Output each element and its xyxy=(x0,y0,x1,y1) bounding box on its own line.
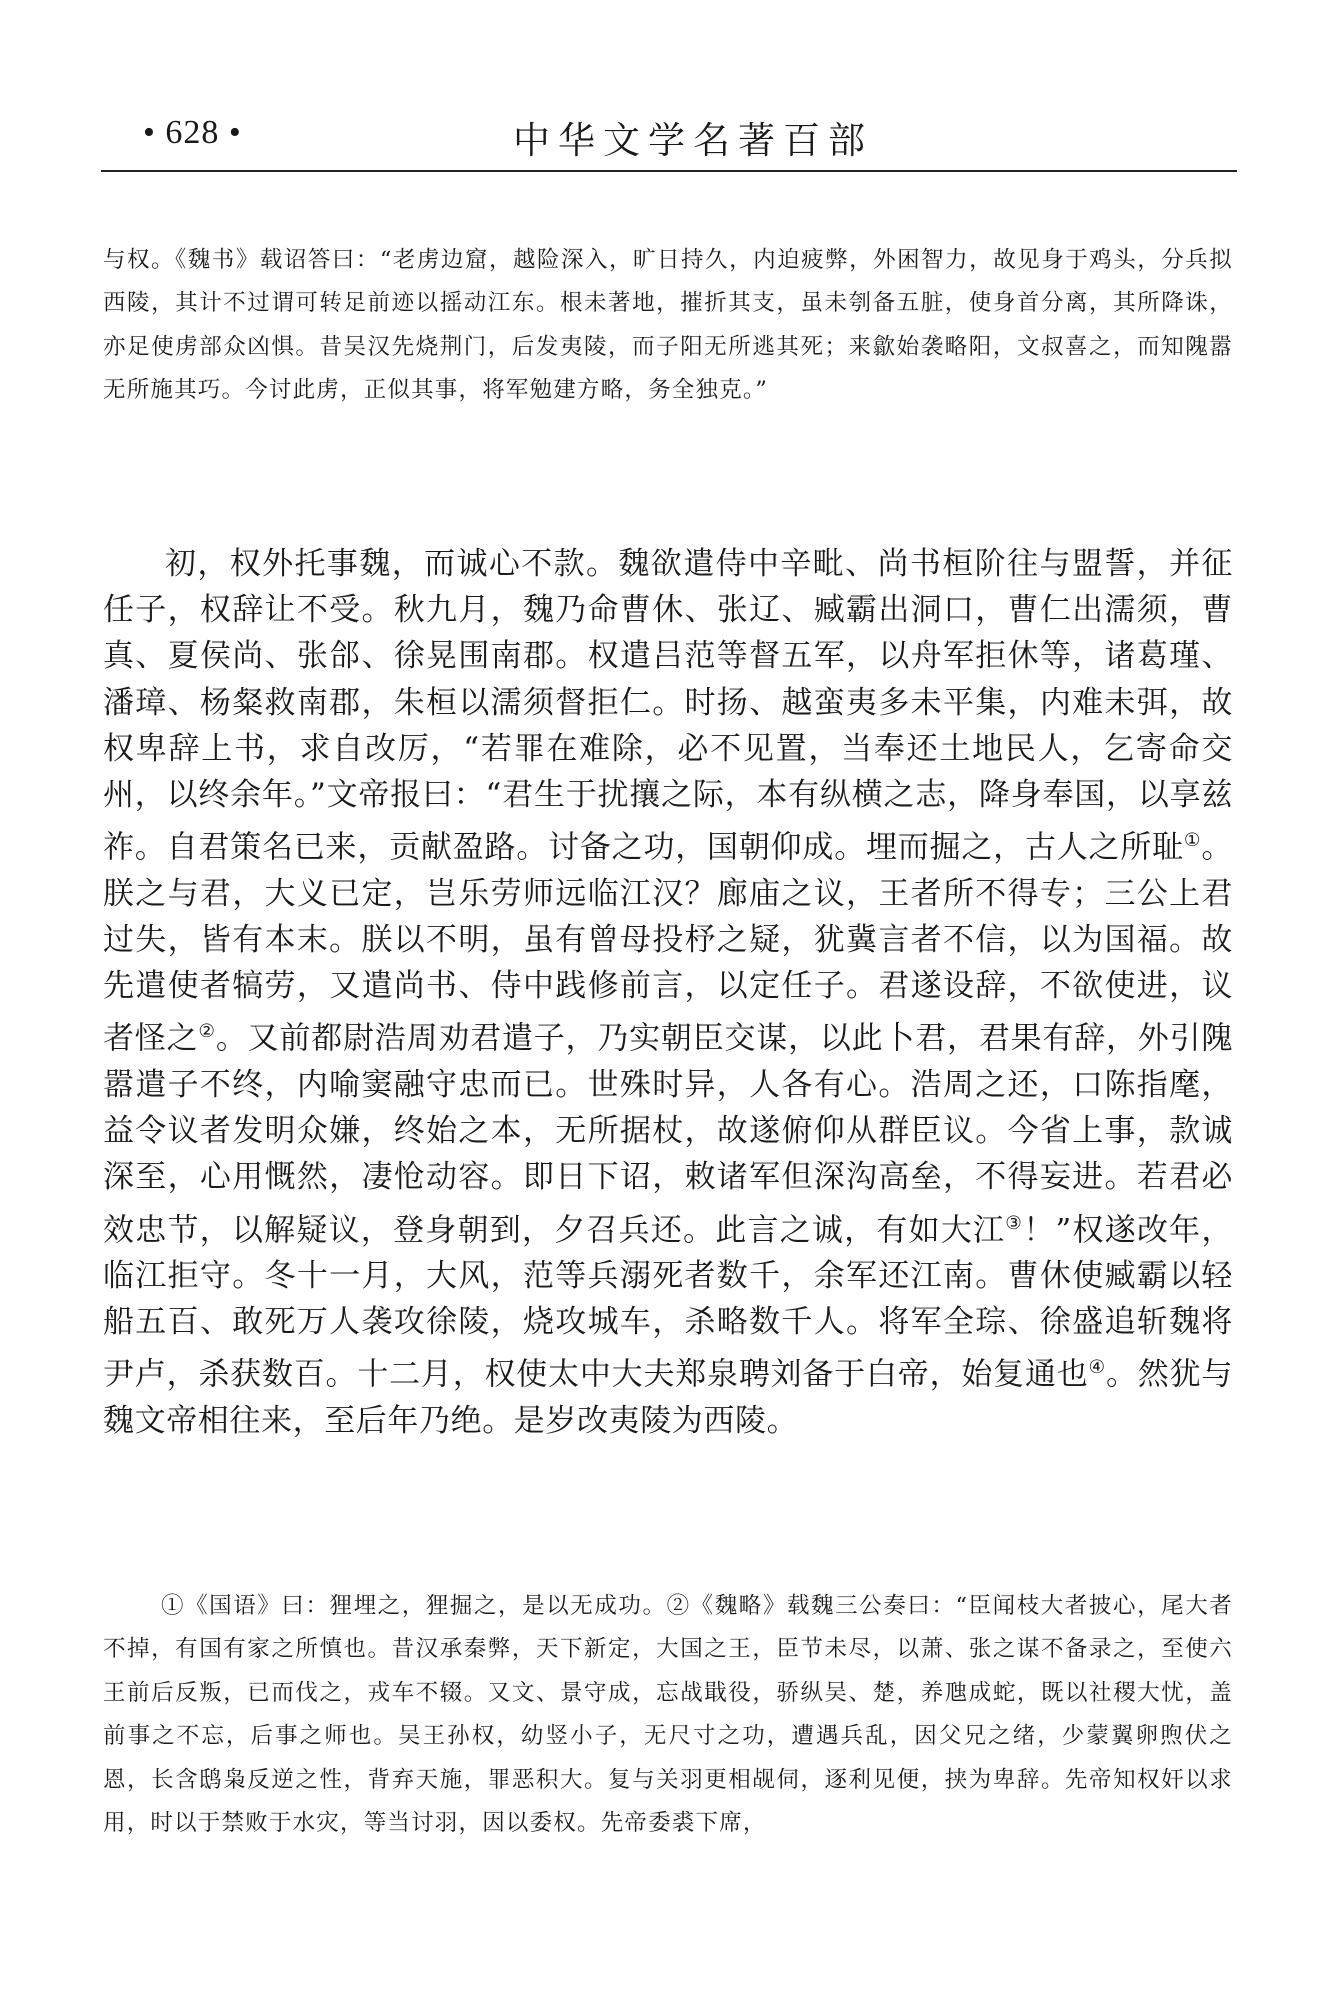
main-text-segment: 初，权外托事魏，而诚心不款。魏欲遣侍中辛毗、尚书桓阶往与盟誓，并征任子，权辞让不受。秋九月，魏乃命曹休、张辽、臧霸出洞口，曹仁出濡须，曹真、夏侯尚、张郃、徐晃围南郡。权遣吕范等督五军，以舟军拒休等，诸葛瑾、潘璋、杨粲救南郡，朱桓以濡须督拒仁。时扬、越蛮夷多未平集，内难未弭，故权卑辞上书，求自改厉，“若罪在难除，必不见置，当奉还土地民人，乞寄命交州，以终余年。”文帝报曰：“君生于扰攘之际，本有纵横之志，降身奉国，以享兹祚。自君策名已来，贡献盈路。讨备之功，国朝仰成。埋而掘之，古人之所耻 xyxy=(103,546,1233,866)
main-text-segment: 。朕之与君，大义已定，岂乐劳师远临江汉？廊庙之议，王者所不得专；三公上君过失，皆有本末。朕以不明，虽有曾母投杼之疑，犹冀言者不信，以为国福。故先遣使者犒劳，又遣尚书、侍中践修前言，以定任子。君遂设辞，不欲使进，议者怪之 xyxy=(103,829,1233,1057)
header-rule xyxy=(101,170,1237,172)
page-number: • 628 • xyxy=(143,114,242,151)
footnote-annotation: ①《国语》曰：狸埋之，狸掘之，是以无成功。②《魏略》载魏三公奏曰：“臣闻枝大者披心，尾大者不掉，有国有家之所慎也。昔汉承秦弊，天下新定，大国之王，臣节未尽，以萧、张之谋不备录之，至使六王前后反叛，已而伐之，戎车不辍。又文、景守成，忘战戢役，骄纵吴、楚，养虺成蛇，既以社稷大忧，盖前事之不忘，后事之师也。吴王孙权，幼竖小子，无尺寸之功，遭遇兵乱，因父兄之绪，少蒙翼卵煦伏之恩，长含鸱枭反逆之性，背弃天施，罪恶积大。复与关羽更相觇伺，逐利见便，挟为卑辞。先帝知权奸以求用，时以于禁败于水灾，等当讨羽，因以委权。先帝委裘下席， xyxy=(103,1592,1233,1836)
footnote-marker: ② xyxy=(198,1021,216,1043)
top-annotation: 与权。《魏书》载诏答曰：“老虏边窟，越险深入，旷日持久，内迫疲弊，外困智力，故见身于鸡头，分兵拟西陵，其计不过谓可转足前迹以摇动江东。根未著地，摧折其支，虽未刳备五脏，使身首分离，其所降诛，亦足使虏部众凶惧。昔吴汉先烧荆门，后发夷陵，而子阳无所逃其死；来歙始袭略阳，文叔喜之，而知隗嚣无所施其巧。今讨此虏，正似其事，将军勉建方略，务全独克。” xyxy=(103,246,1233,403)
footnote-marker: ③ xyxy=(1005,1212,1024,1234)
footnote-marker: ④ xyxy=(1088,1357,1107,1379)
main-text-segment: 。又前都尉浩周劝君遣子，乃实朝臣交谋，以此卜君，君果有辞，外引隗嚣遣子不终，内喻窦融守忠而已。世殊时异，人各有心。浩周之还，口陈指麾，益令议者发明众嫌，终始之本，无所据杖，故遂俯仰从群臣议。今省上事，款诚深至，心用慨然，凄怆动容。即日下诏，敕诸军但深沟高垒，不得妄进。若君必效忠节，以解疑议，登身朝到，夕召兵还。此言之诚，有如大江 xyxy=(103,1020,1233,1248)
running-title: 中华文学名著百部 xyxy=(513,119,873,162)
main-text-segment: ！”权遂改年，临江拒守。冬十一月，大风，范等兵溺死者数千，余军还江南。曹休使臧霸以轻船五百、敢死万人袭攻徐陵，烧攻城车，杀略数千人。将军全琮、徐盛追斩魏将尹卢，杀获数百。十二月，权使太中大夫郑泉聘刘备于白帝，始复通也 xyxy=(103,1211,1233,1393)
main-text-segment: 。然犹与魏文帝相往来，至后年乃绝。是岁改夷陵为西陵。 xyxy=(103,1356,1233,1439)
page-header xyxy=(103,108,1237,168)
footnote-marker: ① xyxy=(1183,830,1202,852)
main-paragraph xyxy=(103,541,1233,1444)
